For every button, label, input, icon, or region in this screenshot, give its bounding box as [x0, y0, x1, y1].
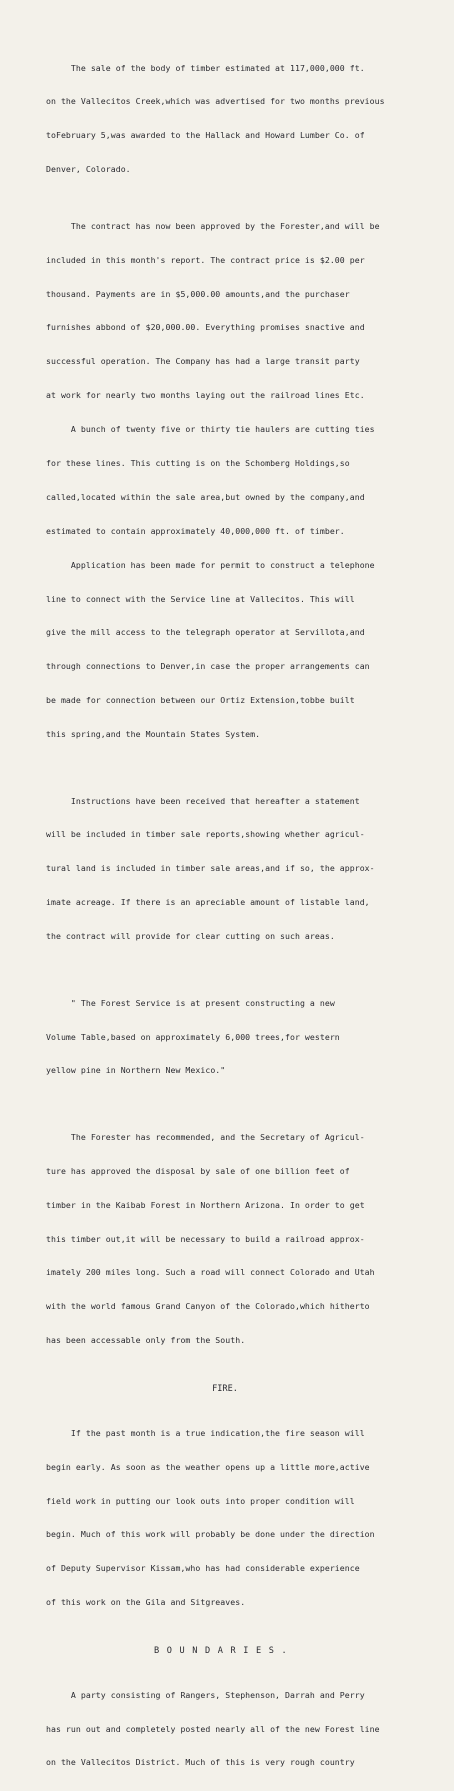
paragraph-boundaries: A party consisting of Rangers, Stephenson, Darrah and Perry has run out and completely posted nearly all of the new Forest line on the Vallecitos District. Much of this is very rough country	[46, 1689, 380, 1768]
paragraph-volume-table-quote: " The Forest Service is at present constructing a new Volume Table,based on approximately 6,000 trees,for western yellow pine in Northern New Mexico."	[46, 997, 340, 1076]
heading-fire: FIRE.	[212, 1384, 238, 1395]
paragraph-instructions: Instructions have been received that hereafter a statement will be included in timber sale reports,showing whether agricul- tural land is included in timber sale areas,and if so, the approx- imate acreage. If there is an apreciable amount of listable land, the contract will provide for clear cutting on such areas.	[46, 795, 375, 942]
paragraph-fire: If the past month is a true indication,the fire season will begin early. As soon as the weather opens up a little more,active field work in putting our look outs into proper condition will begin. Much of this work will probably be done under the direction of Deputy Supervisor Kissam,who has had considerable experience of this work on the Gila and Sitgreaves.	[46, 1427, 375, 1608]
paragraph-kaibab-forest: The Forester has recommended, and the Secretary of Agricul- ture has approved the disposal by sale of one billion feet of timber in the Kaibab Forest in Northern Arizona. In order to get this timber out,it will be necessary to build a railroad approx- imately 200 miles long. Such a road will connect Colorado and Utah with the world famous Grand Canyon of the Colorado,which hitherto has been accessable only from the South.	[46, 1131, 375, 1346]
paragraph-contract: The contract has now been approved by the Forester,and will be included in this month's report. The contract price is $2.00 per thousand. Payments are in $5,000.00 amounts,and the purchaser furnishes abbond of $20,000.00. Everything promises snactive and successful operation. The Company has had a large transit party at work for nearly two months laying out the railroad lines Etc. A bunch of twenty five or thirty tie haulers are cutting ties for these lines. This cutting is on the Schomberg Holdings,so called,located within the sale area,but owned by the company,and estimated to contain approximately 40,000,000 ft. of timber. Application has been made for permit to construct a telephone line to connect with the Service line at Vallecitos. This will give the mill access to the telegraph operator at Servillota,and through connections to Denver,in case the proper arrangements can be made for connection between our Ortiz Extension,tobbe built this spring,and the Mountain States System.	[46, 220, 380, 740]
heading-boundaries: B O U N D A R I E S .	[154, 1646, 288, 1657]
paragraph-timber-sale: The sale of the body of timber estimated at 117,000,000 ft. on the Vallecitos Creek,which was advertised for two months previous toFebruary 5,was awarded to the Hallack and Howard Lumber Co. of Denver, Colorado.	[46, 62, 385, 175]
